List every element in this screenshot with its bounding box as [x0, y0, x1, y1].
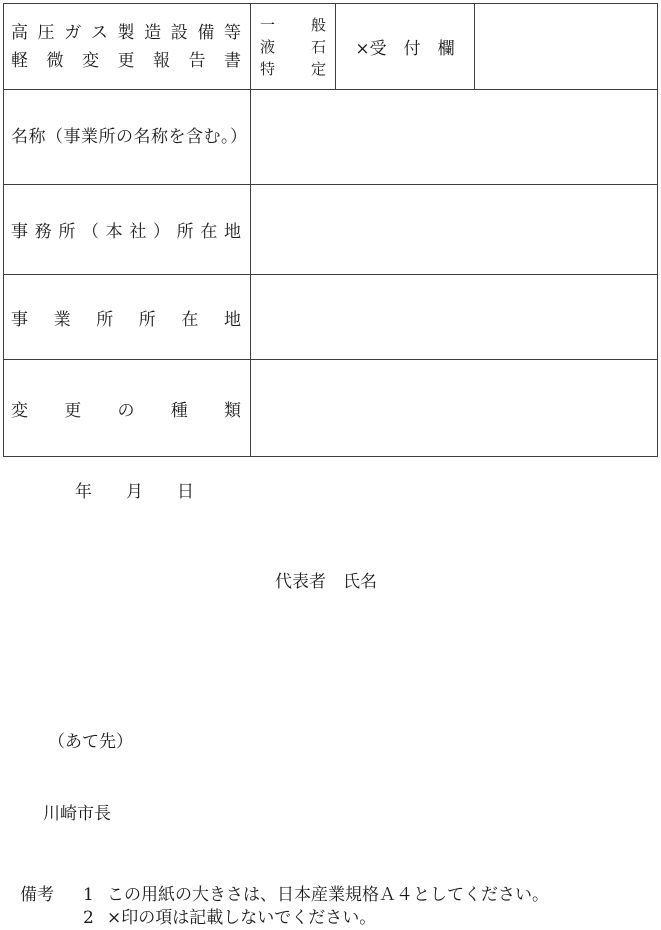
- row-label-change-type-text: 変更の種類: [11, 400, 241, 421]
- form-title: [4, 4, 251, 90]
- form-title-line2: 軽微変更報告書: [11, 50, 241, 71]
- reception-stamp-area: [475, 4, 657, 90]
- row-label-head-office-address: [4, 185, 251, 275]
- addressee-block: [43, 682, 133, 874]
- field-name-value: [251, 90, 657, 185]
- field-head-office-address-value: [251, 185, 657, 275]
- addressee-name: 川崎市長: [43, 804, 111, 824]
- note-item-1-text: この用紙の大きさは、日本産業規格Ａ４としてください。: [107, 885, 549, 905]
- category-specified: 特定: [260, 59, 326, 78]
- reception-column-label: [336, 4, 475, 90]
- row-label-name: [4, 90, 251, 185]
- notes-block: [20, 884, 549, 930]
- addressee-caption: （あて先）: [48, 732, 133, 752]
- row-label-change-type: [4, 360, 251, 456]
- field-site-address-value: [251, 275, 657, 360]
- row-label-head-office-address-text: 事務所（本社）所在地: [11, 222, 241, 242]
- date-line: 年 月 日: [75, 482, 194, 502]
- note-item-2-number: 2: [83, 908, 94, 928]
- note-item-2-text: ×印の項は記載しないでください。: [107, 908, 377, 928]
- report-form-table: [3, 3, 658, 457]
- row-label-site-address: [4, 275, 251, 360]
- form-title-line1: 高圧ガス製造設備等: [11, 22, 241, 43]
- field-change-type-value: [251, 360, 657, 456]
- category-lpg: 液石: [260, 37, 326, 56]
- note-item-2: [83, 907, 549, 930]
- notes-items: [83, 884, 549, 930]
- gas-category-header: [251, 4, 336, 90]
- note-item-1: [83, 884, 549, 907]
- note-item-1-number: 1: [83, 885, 94, 905]
- reception-label-text: ×受 付 欄: [355, 39, 455, 59]
- row-label-name-text: 名称（事業所の名称を含む。）: [11, 127, 248, 147]
- row-label-site-address-text: 事業所所在地: [11, 309, 241, 330]
- notes-heading: 備考: [20, 885, 54, 905]
- category-general: 一般: [260, 15, 326, 34]
- representative-name-line: 代表者 氏名: [275, 572, 377, 592]
